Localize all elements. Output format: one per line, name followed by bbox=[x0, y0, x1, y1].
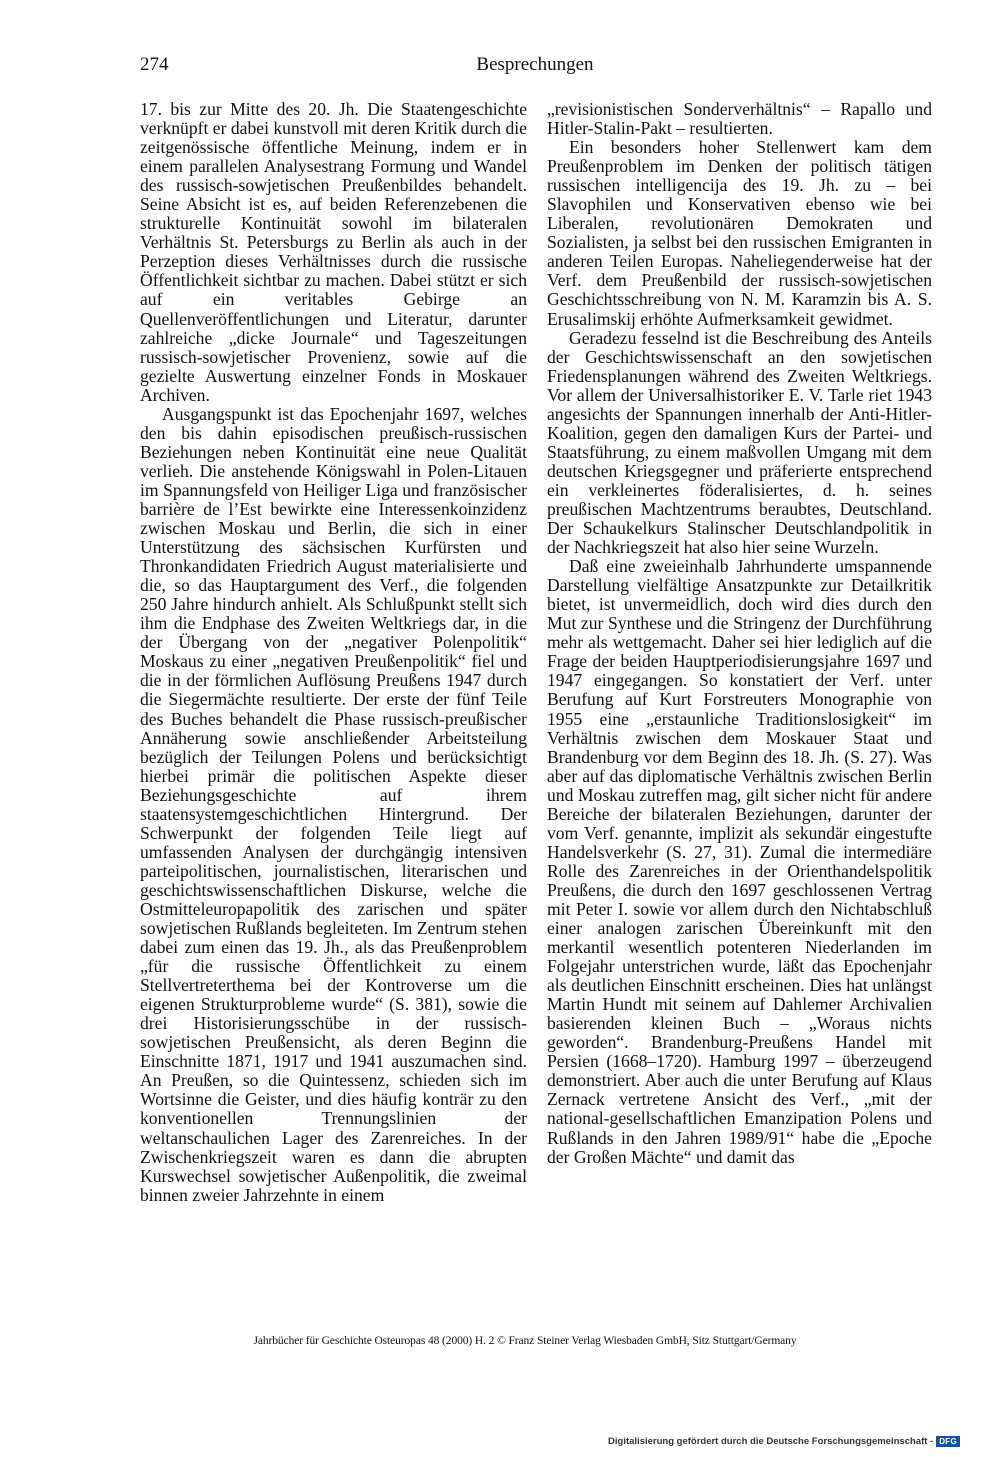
right-column bbox=[547, 100, 932, 1167]
paragraph: Ein besonders hoher Stellenwert kam dem Preußenproblem im Denken der politisch tätigen russischen intelligencija des 19. Jh. zu – bei Slavophilen und Konservativen ebenso wie bei Liberalen, revolutionären Demokraten und Sozialisten, ja selbst bei den russischen Emigranten in anderen Teilen Europas. Naheliegenderweise hat der Verf. dem Preußenbild der russisch-sowjetischen Geschichtsschreibung von N. M. Karamzin bis A. S. Erusalimskij erhöhte Aufmerksamkeit gewidmet. bbox=[547, 137, 932, 329]
page-number: 274 bbox=[140, 54, 169, 75]
paragraph: Geradezu fesselnd ist die Beschreibung des Anteils der Geschichtswissenschaft an den sowjetischen Friedensplanungen während des Zweiten Weltkriegs. Vor allem der Universalhistoriker E. V. Tarle riet 1943 angesichts der Spannungen innerhalb der Anti-Hitler-Koalition, gegen den damaligen Kurs der Partei- und Staatsführung, zu einem maßvollen Umgang mit dem deutschen Kriegsgegner und präferierte entsprechend ein verkleinertes föderalisiertes, d. h. seines preußischen Machtzentrums beraubtes, Deutschland. Der Schaukelkurs Stalinscher Deutschlandpolitik in der Nachkriegszeit hat also hier seine Wurzeln. bbox=[547, 327, 932, 558]
paragraph: 17. bis zur Mitte des 20. Jh. Die Staatengeschichte verknüpft er dabei kunstvoll mit deren Kritik durch die zeitgenössische öffentliche Meinung, indem er in einem parallelen Analysestrang Formung und Wandel des russisch-sowjetischen Preußenbildes behandelt. Seine Absicht ist es, auf beiden Referenzebenen die strukturelle Kontinuität sowohl im bilateralen Verhältnis St. Petersburgs zu Berlin als auch in der Perzeption dieses Verhältnisses durch die russische Öffentlichkeit sichtbar zu machen. Dabei stützt er sich auf ein veritables Gebirge an Quellenveröffentlichungen und Literatur, darunter zahlreiche „dicke Journale“ und Tageszeitungen russisch-sowjetischer Provenienz, sowie auf die gezielte Auswertung einzelner Fonds in Moskauer Archiven. bbox=[140, 99, 527, 405]
journal-citation: Jahrbücher für Geschichte Osteuropas 48 (2000) H. 2 © Franz Steiner Verlag Wiesbaden GmbH, Sitz Stuttgart/Germany bbox=[253, 1335, 797, 1347]
paragraph: „revisionistischen Sonderverhältnis“ – Rapallo und Hitler-Stalin-Pakt – resultierten. bbox=[547, 99, 932, 139]
paragraph: Ausgangspunkt ist das Epochenjahr 1697, welches den bis dahin episodischen preußisch-russischen Beziehungen neben Kontinuität eine neue Qualität verlieh. Die anstehende Königswahl in Polen-Litauen im Spannungsfeld von Heiliger Liga und französischer barrière de l’Est bewirkte eine Interessenkoinzidenz zwischen Moskau und Berlin, die sich in einer Unterstützung des sächsischen Kurfürsten und Thronkandidaten Friedrich August materialisierte und die, so das Hauptargument des Verf., die folgenden 250 Jahre hindurch anhielt. Als Schlußpunkt stellt sich ihm die Endphase des Zweiten Weltkriegs dar, in die der Übergang von der „negativer Polenpolitik“ Moskaus zu einer „negativen Preußenpolitik“ fiel und die in der förmlichen Auflösung Preußens 1947 durch die Siegermächte resultierte. Der erste der fünf Teile des Buches behandelt die Phase russisch-preußischer Annäherung sowie anschließender Arbeitsteilung bezüglich der Teilungen Polens und berücksichtigt hierbei primär die politischen Aspekte dieser Beziehungsgeschichte auf ihrem staatensystemgeschichtlichen Hintergrund. Der Schwerpunkt der folgenden Teile liegt auf umfassenden Analysen der durchgängig intensiven parteipolitischen, journalistischen, literarischen und geschichtswissenschaftlichen Diskurse, welche die Ostmitteleuropapolitik des zarischen und später sowjetischen Rußlands begleiteten. Im Zentrum stehen dabei zum einen das 19. Jh., als das Preußenproblem „für die russische Öffentlichkeit zu einem Stellvertreterthema bei der Kontroverse um die eigenen Strukturprobleme wurde“ (S. 381), sowie die drei Historisierungsschübe in der russisch-sowjetischen Preußensicht, als deren Beginn die Einschnitte 1871, 1917 und 1941 auszumachen sind. An Preußen, so die Quintessenz, schieden sich im Wortsinne die Geister, und dies häufig konträr zu den konventionellen Trennungslinien der weltanschaulichen Lager des Zarenreiches. In der Zwischenkriegszeit waren es dann die abrupten Kurswechsel sowjetischer Außenpolitik, die zweimal binnen zweier Jahrzehnte in einem bbox=[140, 403, 527, 1205]
running-head: Besprechungen bbox=[476, 54, 594, 75]
digitization-text: Digitalisierung gefördert durch die Deutsche Forschungsgemeinschaft - bbox=[608, 1436, 934, 1447]
dfg-logo-icon: DFG bbox=[936, 1436, 960, 1447]
digitization-note bbox=[608, 1436, 960, 1447]
paragraph: Daß eine zweieinhalb Jahrhunderte umspannende Darstellung vielfältige Ansatzpunkte zur Detailkritik bietet, ist unvermeidlich, doch wird dies durch den Mut zur Synthese und die Stringenz der Durchführung mehr als wettgemacht. Daher sei hier lediglich auf die Frage der beiden Hauptperiodisierungsjahre 1697 und 1947 eingegangen. So konstatiert der Verf. unter Berufung auf Kurt Forstreuters Monographie von 1955 eine „erstaunliche Traditionslosigkeit“ im Verhältnis zwischen dem Moskauer Staat und Brandenburg vor dem Beginn des 18. Jh. (S. 27). Was aber auf das diplomatische Verhältnis zwischen Berlin und Moskau zutreffen mag, gilt sicher nicht für andere Bereiche der bilateralen Beziehungen, darunter der vom Verf. genannte, implizit als sekundär eingestufte Handelsverkehr (S. 27, 31). Zumal die intermediäre Rolle des Zarenreiches in der Orienthandelspolitik Preußens, die durch den 1697 geschlossenen Vertrag mit Peter I. sowie vor allem durch den Nichtabschluß einer analogen zarischen Übereinkunft mit den merkantil wesentlich potenteren Niederlanden im Folgejahr unterstrichen wurde, läßt das Epochenjahr als deutlichen Einschnitt erscheinen. Dies hat unlängst Martin Hundt mit seinem auf Dahlemer Archivalien basierenden kleinen Buch – „Woraus nichts geworden“. Brandenburg-Preußens Handel mit Persien (1668–1720). Hamburg 1997 – überzeugend demonstriert. Aber auch die unter Berufung auf Klaus Zernack vertretene Ansicht des Verf., „mit der national-gesellschaftlichen Emanzipation Polens und Rußlands in den Jahren 1989/91“ habe die „Epoche der Großen Mächte“ und damit das bbox=[547, 556, 932, 1167]
left-column bbox=[140, 100, 527, 1205]
